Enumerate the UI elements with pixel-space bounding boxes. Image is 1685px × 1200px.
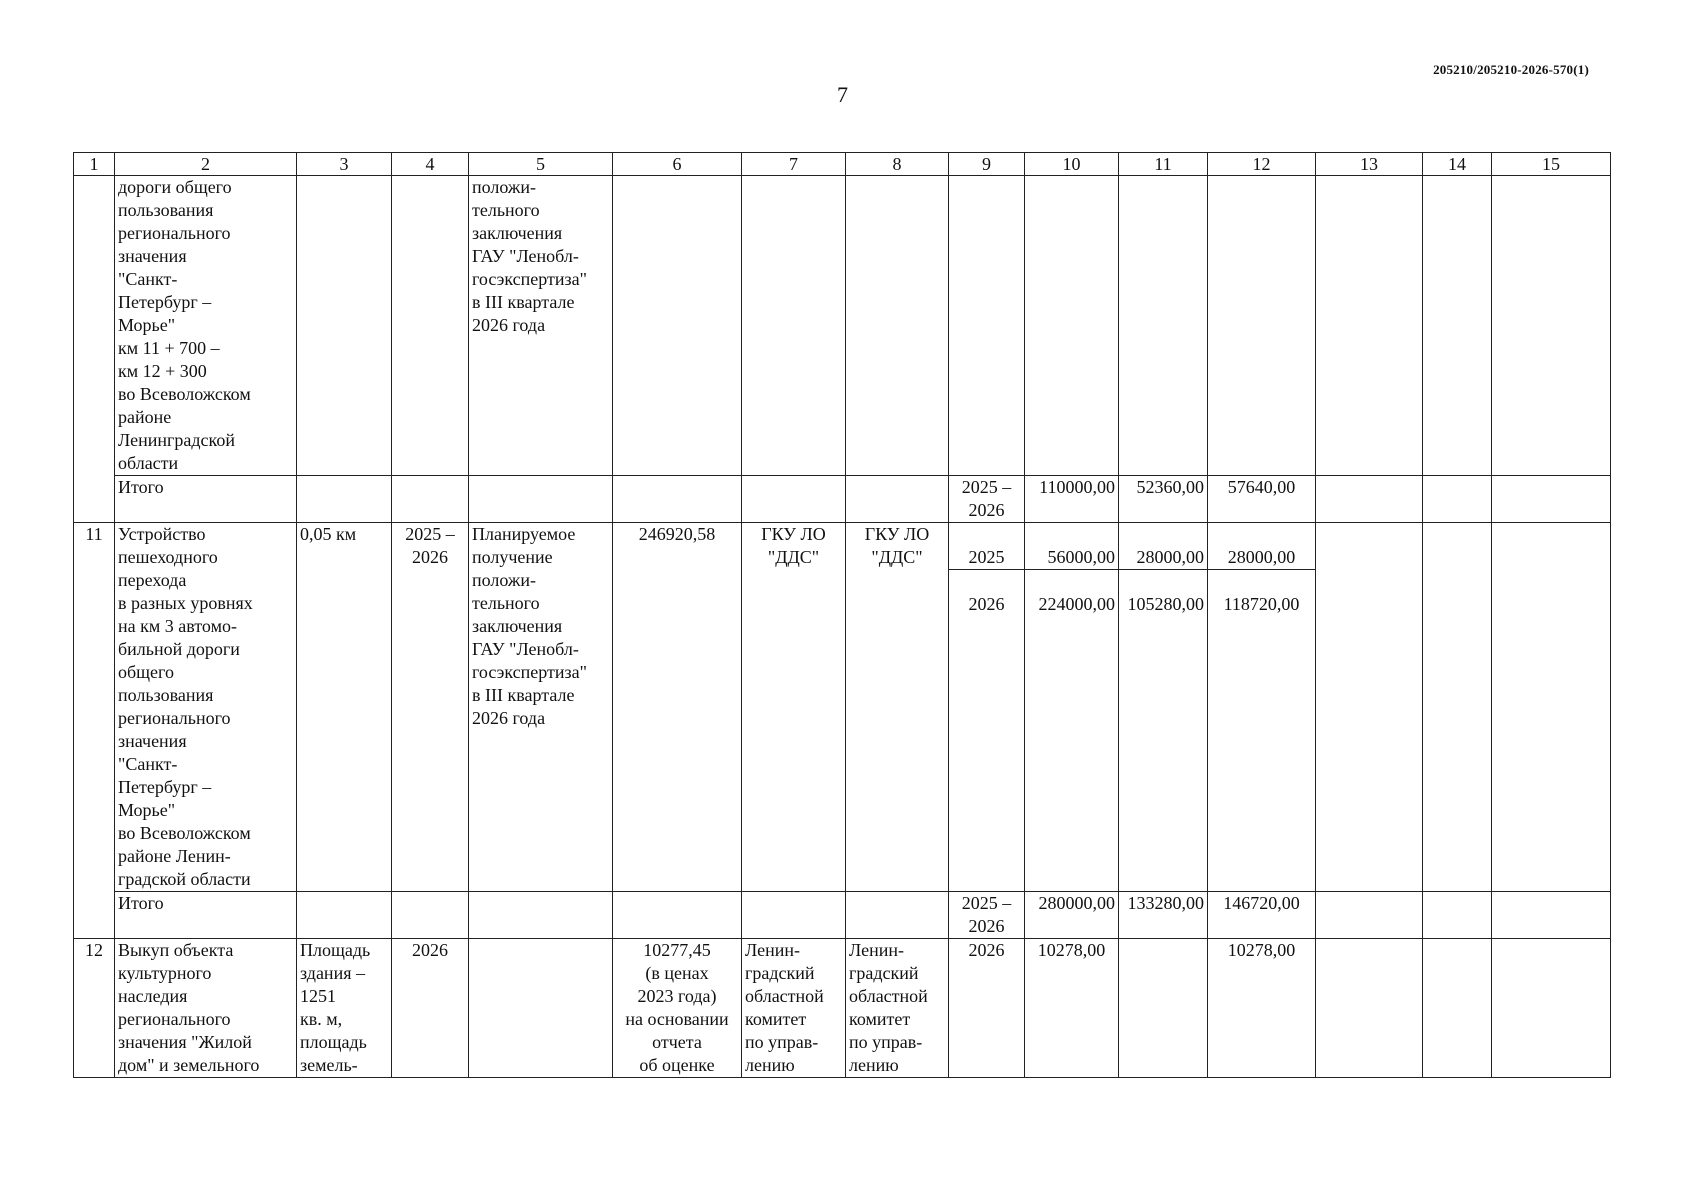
row-number-cell: 11: [74, 523, 115, 939]
item-name-cell: дороги общего пользования регионального значения "Санкт- Петербург – Морье" км 11 + 700 – км 12 + 300 во Всеволожском районе Ленинградской области: [115, 176, 297, 476]
amount-value: 28000,00: [1119, 546, 1207, 570]
cost-cell: 10277,45 (в ценах 2023 года) на основании отчета об оценке: [613, 939, 742, 1078]
item-name-cell: Выкуп объекта культурного наследия регионального значения "Жилой дом" и земельного: [115, 939, 297, 1078]
table-cell: [1423, 523, 1492, 892]
column-header: 13: [1316, 153, 1423, 176]
amount-value: 118720,00: [1223, 594, 1300, 614]
table-cell: [1423, 476, 1492, 523]
table-row: [74, 939, 1611, 1078]
table-cell: [1316, 523, 1423, 892]
amount-value: 56000,00: [1025, 546, 1118, 570]
table-cell: [1492, 523, 1611, 892]
status-note-cell: положи- тельного заключения ГАУ "Ленобл- госэкспертиза" в III квартале 2026 года: [469, 176, 613, 476]
row-number-cell: [74, 176, 115, 523]
table-cell: [949, 176, 1025, 476]
amount-cell: 133280,00: [1119, 892, 1208, 939]
period-cell: 2026: [392, 939, 469, 1078]
table-cell: [1316, 476, 1423, 523]
column-header: 5: [469, 153, 613, 176]
year-cell: [949, 523, 1025, 892]
table-row: [74, 523, 1611, 892]
table-cell: [392, 176, 469, 476]
total-row: [74, 476, 1611, 523]
amount-cell: [1119, 939, 1208, 1078]
column-header: 15: [1492, 153, 1611, 176]
table-cell: [1423, 176, 1492, 476]
year-cell: 2026: [949, 939, 1025, 1078]
total-label: Итого: [115, 476, 297, 523]
amount-cell: [1119, 523, 1208, 892]
column-header: 6: [613, 153, 742, 176]
amount-cell: 110000,00: [1025, 476, 1119, 523]
total-label: Итого: [115, 892, 297, 939]
column-header: 4: [392, 153, 469, 176]
table-cell: [297, 892, 392, 939]
year-2026: 2026: [968, 594, 1005, 614]
table-cell: [1423, 892, 1492, 939]
table-cell: [846, 892, 949, 939]
period-cell: 2025 – 2026: [949, 476, 1025, 523]
table-row: [74, 176, 1611, 476]
amount-cell: 10278,00: [1025, 939, 1119, 1078]
amount-cell: 280000,00: [1025, 892, 1119, 939]
column-header: 10: [1025, 153, 1119, 176]
amount-cell: 10278,00: [1208, 939, 1316, 1078]
customer-cell: ГКУ ЛО "ДДС": [742, 523, 846, 892]
cost-cell: 246920,58: [613, 523, 742, 892]
capacity-cell: Площадь здания – 1251 кв. м, площадь земель-: [297, 939, 392, 1078]
status-note-cell: Планируемое получение положи- тельного заключения ГАУ "Ленобл- госэкспертиза" в III квартале 2026 года: [469, 523, 613, 892]
table-cell: [297, 176, 392, 476]
period-cell: 2025 – 2026: [949, 892, 1025, 939]
program-table: [73, 152, 1611, 1078]
column-header: 1: [74, 153, 115, 176]
table-cell: [846, 176, 949, 476]
executor-cell: Ленин- градский областной комитет по управ- лению: [846, 939, 949, 1078]
year-2025: 2025: [949, 546, 1024, 570]
amount-value: 224000,00: [1038, 594, 1115, 614]
executor-cell: ГКУ ЛО "ДДС": [846, 523, 949, 892]
table-cell: [1316, 892, 1423, 939]
table-cell: [392, 476, 469, 523]
amount-cell: 52360,00: [1119, 476, 1208, 523]
table-cell: [1316, 939, 1423, 1078]
table-cell: [1492, 892, 1611, 939]
document-id: 205210/205210-2026-570(1): [1433, 62, 1589, 77]
page-number: 7: [837, 82, 848, 107]
table-cell: [392, 892, 469, 939]
amount-value: 105280,00: [1127, 594, 1204, 614]
column-header: 14: [1423, 153, 1492, 176]
amount-cell: [1025, 523, 1119, 892]
table-cell: [742, 476, 846, 523]
column-header: 11: [1119, 153, 1208, 176]
period-cell: 2025 – 2026: [392, 523, 469, 892]
item-name-cell: Устройство пешеходного перехода в разных уровнях на км 3 автомо- бильной дороги общего пользования регионального значения "Санкт- Петербург – Морье" во Всеволожском районе Ленин- градской области: [115, 523, 297, 892]
row-number-cell: 12: [74, 939, 115, 1078]
table-cell: [1423, 939, 1492, 1078]
column-header: 8: [846, 153, 949, 176]
table-cell: [469, 476, 613, 523]
table-cell: [1492, 939, 1611, 1078]
column-header: 12: [1208, 153, 1316, 176]
amount-value: 28000,00: [1208, 546, 1315, 570]
table-cell: [1208, 176, 1316, 476]
column-header: 3: [297, 153, 392, 176]
table-cell: [1492, 476, 1611, 523]
table-cell: [1119, 176, 1208, 476]
table-cell: [742, 176, 846, 476]
table-cell: [613, 176, 742, 476]
column-header: 9: [949, 153, 1025, 176]
capacity-cell: 0,05 км: [297, 523, 392, 892]
table-cell: [469, 892, 613, 939]
status-note-cell: [469, 939, 613, 1078]
table-cell: [1492, 176, 1611, 476]
table-cell: [613, 476, 742, 523]
table-cell: [613, 892, 742, 939]
table-cell: [297, 476, 392, 523]
column-header: 2: [115, 153, 297, 176]
total-row: [74, 892, 1611, 939]
customer-cell: Ленин- градский областной комитет по управ- лению: [742, 939, 846, 1078]
amount-cell: [1208, 523, 1316, 892]
amount-cell: 57640,00: [1208, 476, 1316, 523]
table-cell: [846, 476, 949, 523]
column-header: 7: [742, 153, 846, 176]
table-cell: [1316, 176, 1423, 476]
amount-cell: 146720,00: [1208, 892, 1316, 939]
column-number-row: [74, 153, 1611, 176]
table-cell: [742, 892, 846, 939]
table-cell: [1025, 176, 1119, 476]
